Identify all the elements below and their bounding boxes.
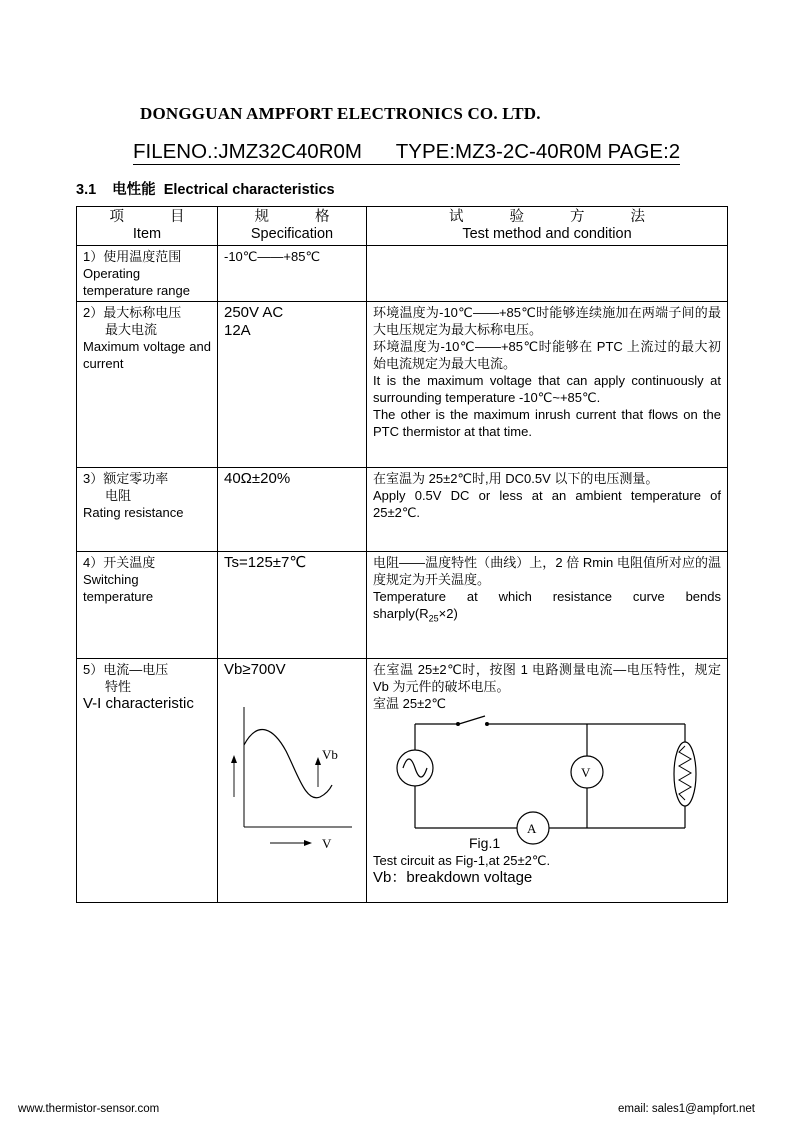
section-heading: [76, 178, 335, 199]
item-en: Rating resistance: [83, 505, 184, 520]
method-cell: [367, 659, 728, 903]
item-cell: [77, 468, 218, 552]
method-line: It is the maximum voltage that can apply continuously at surrounding temperature -10℃~+85℃.: [373, 373, 721, 405]
header-method-en: Test method and condition: [462, 226, 632, 242]
table-row: [77, 246, 728, 302]
section-number: 3.1: [76, 182, 97, 198]
method-line: 环境温度为-10℃——+85℃时能够连续施加在两端子间的最大电压规定为最大标称电压。: [373, 305, 721, 337]
graph-voltage-arrowhead: [304, 840, 312, 846]
method-line: The other is the maximum inrush current that flows on the PTC thermistor at that time.: [373, 407, 721, 439]
item-zh: 1）使用温度范围: [83, 249, 182, 264]
item-zh: 4）开关温度: [83, 555, 156, 570]
vi-curve-graph: [222, 679, 358, 849]
test-circuit-note: Test circuit as Fig-1,at 25±2℃.: [373, 853, 551, 868]
item-zh-2: 电阻: [105, 488, 132, 503]
header-spec-en: Specification: [250, 226, 334, 242]
ac-wave: [403, 759, 427, 777]
switch-contact-left: [456, 722, 460, 726]
spec-cell: [218, 246, 367, 302]
item-en: Maximum voltage and current: [83, 339, 211, 371]
item-cell: [77, 552, 218, 659]
voltmeter-label: V: [581, 765, 591, 780]
spec-cell: [218, 468, 367, 552]
spec-value: Ts=125±7℃: [224, 554, 307, 571]
graph-vb-label: Vb: [322, 747, 338, 762]
header-item: [77, 207, 231, 246]
item-zh-2: 特性: [105, 679, 132, 694]
method-cell: [367, 246, 728, 302]
method-en-sub: 25: [428, 613, 439, 624]
method-line-en: [373, 588, 721, 628]
spec-value-2: 12A: [224, 322, 251, 339]
header-spec-zh: 规格: [254, 209, 376, 225]
header-item-zh: 项目: [109, 209, 231, 225]
test-circuit-diagram: [373, 712, 713, 852]
figure-label: Fig.1: [469, 835, 501, 851]
ptc-zigzag: [679, 746, 691, 800]
item-en: V-I characteristic: [83, 695, 194, 712]
method-line: 在室温 25±2℃时，按图 1 电路测量电流—电压特性，规定 Vb 为元件的破坏电压。: [373, 662, 721, 694]
table-row: [77, 468, 728, 552]
method-en-prefix: Temperature at which resistance curve bends sharply(R: [373, 589, 721, 621]
header-method-zh: 试验方法: [449, 209, 691, 225]
footer-website: www.thermistor-sensor.com: [18, 1103, 160, 1115]
item-zh-2: 最大电流: [105, 322, 158, 337]
spec-value: Vb≥700V: [224, 661, 286, 678]
ammeter-label: A: [527, 821, 537, 836]
graph-current-arrowhead: [231, 755, 237, 763]
method-cell: [367, 302, 728, 468]
graph-v-label: V: [322, 836, 332, 849]
item-en: Operating temperature range: [83, 266, 190, 298]
method-line: 室温 25±2℃: [373, 696, 447, 711]
spec-cell: [218, 552, 367, 659]
vb-note: Vb：breakdown voltage: [373, 869, 533, 886]
table-row: [77, 659, 728, 903]
method-line: 环境温度为-10℃——+85℃时能够在 PTC 上流过的最大初始电流规定为最大电流。: [373, 339, 721, 371]
method-line: 在室温为 25±2℃时,用 DC0.5V 以下的电压测量。: [373, 471, 659, 486]
method-line: Apply 0.5V DC or less at an ambient temperature of 25±2℃.: [373, 488, 721, 520]
footer-email: email: sales1@ampfort.net: [618, 1103, 755, 1115]
section-title-en: Electrical characteristics: [163, 182, 335, 198]
electrical-characteristics-table: [76, 206, 728, 903]
header-method: [367, 207, 728, 246]
ptc-thermistor-icon: [674, 742, 696, 806]
spec-value: 40Ω±20%: [224, 470, 291, 487]
item-zh: 2）最大标称电压: [83, 305, 182, 320]
item-cell: [77, 302, 218, 468]
header-item-en: Item: [132, 226, 162, 242]
switch-contact-right: [485, 722, 489, 726]
header-spec: [218, 207, 376, 246]
table-header-row: [77, 207, 728, 246]
item-en: Switching temperature: [83, 572, 154, 604]
table-row: [77, 552, 728, 659]
item-zh: 3）额定零功率: [83, 471, 169, 486]
method-cell: [367, 552, 728, 659]
graph-vb-arrowhead: [315, 757, 321, 765]
section-title-zh: 电性能: [112, 182, 156, 198]
item-cell: [77, 246, 218, 302]
item-cell: [77, 659, 218, 903]
spec-value: 250V AC: [224, 304, 284, 321]
method-en-suffix: ×2): [438, 606, 458, 621]
spec-cell: [218, 659, 367, 903]
company-name: DONGGUAN AMPFORT ELECTRONICS CO. LTD.: [140, 104, 541, 123]
file-info-line: FILENO.:JMZ32C40R0M TYPE:MZ3-2C-40R0M PAGE:2: [133, 140, 681, 163]
method-cell: [367, 468, 728, 552]
spec-value: -10℃——+85℃: [224, 249, 321, 264]
spec-cell: [218, 302, 367, 468]
circuit-switch: [459, 716, 485, 724]
method-line: 电阻——温度特性（曲线）上，2 倍 Rmin 电阻值所对应的温度规定为开关温度。: [373, 555, 721, 587]
item-zh: 5）电流—电压: [83, 662, 169, 677]
table-row: [77, 302, 728, 468]
